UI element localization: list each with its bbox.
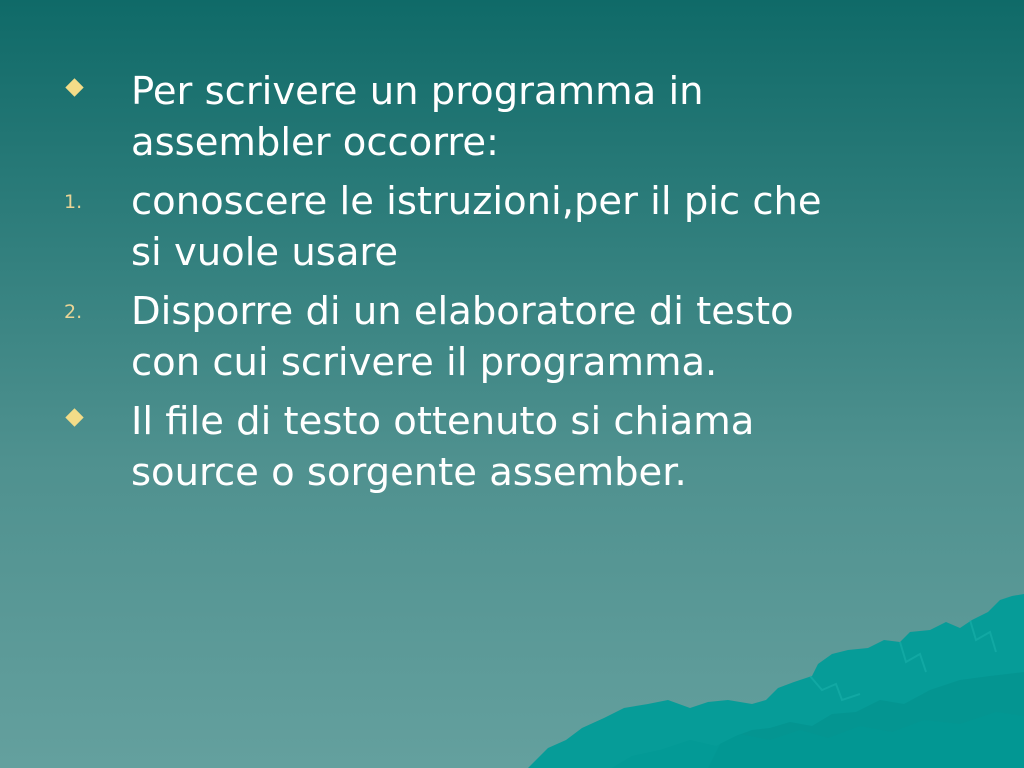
- list-item-text: Per scrivere un programma in assembler occorre:: [131, 69, 704, 165]
- list-item-number: 2.: [64, 301, 83, 323]
- list-item: [0, 176, 1024, 278]
- list-item-text: Disporre di un elaboratore di testo con cui scrivere il programma.: [131, 289, 794, 385]
- list-item: [0, 396, 1024, 498]
- list-item-text: conoscere le istruzioni,per il pic che si vuole usare: [131, 179, 822, 275]
- slide-content: [0, 66, 1024, 506]
- list-item: [0, 286, 1024, 388]
- diamond-bullet-icon: [65, 408, 83, 426]
- list-item: [0, 66, 1024, 168]
- list-item-number: 1.: [64, 191, 83, 213]
- diamond-bullet-icon: [65, 78, 83, 96]
- list-item-text: Il file di testo ottenuto si chiama source o sorgente assember.: [131, 399, 755, 495]
